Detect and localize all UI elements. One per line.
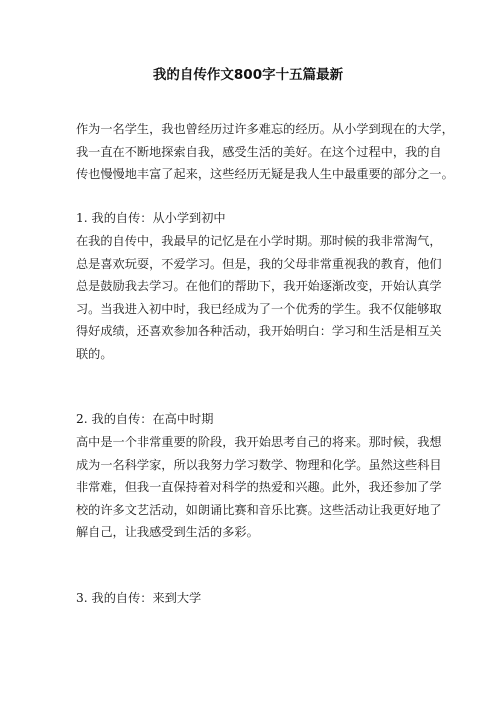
paragraph-line: 高中是一个非常重要的阶段，我开始思考自己的将来。那时候，我想: [76, 435, 442, 449]
paragraph-line: 得好成绩，还喜欢参加各种活动，我开始明白：学习和生活是相互关: [76, 324, 442, 338]
paragraph-line: 非常难，但我一直保持着对科学的热爱和兴趣。此外，我还参加了学: [76, 480, 442, 494]
section-heading-1: 1. 我的自传：从小学到初中: [76, 211, 226, 225]
intro-paragraph: [76, 118, 454, 186]
section-heading-3: 3. 我的自传：来到大学: [76, 591, 202, 605]
section-2-paragraph: [76, 431, 442, 544]
document-title: 我的自传作文800字十五篇最新: [152, 67, 344, 83]
paragraph-line: 校的许多文艺活动，如朗诵比赛和音乐比赛。这些活动让我更好地了: [76, 502, 442, 517]
paragraph-line: 成为一名科学家，所以我努力学习数学、物理和化学。虽然这些科目: [76, 457, 442, 472]
section-heading-2: 2. 我的自传：在高中时期: [76, 412, 214, 426]
paragraph-line: 总是喜欢玩耍，不爱学习。但是，我的父母非常重视我的教育，他们: [76, 256, 442, 271]
paragraph-line: 解自己，让我感受到生活的多彩。: [76, 525, 259, 539]
paragraph-line: 总是鼓励我去学习。在他们的帮助下，我开始逐渐改变，开始认真学: [76, 279, 442, 293]
paragraph-line: 作为一名学生，我也曾经历过许多难忘的经历。从小学到现在的大学，: [76, 122, 454, 136]
paragraph-line: 传也慢慢地丰富了起来，这些经历无疑是我人生中最重要的部分之一。: [76, 167, 454, 181]
paragraph-line: 习。当我进入初中时，我已经成为了一个优秀的学生。我不仅能够取: [76, 301, 442, 316]
paragraph-line: 联的。: [76, 346, 113, 361]
paragraph-line: 我一直在不断地探索自我，感受生活的美好。在这个过程中，我的自: [76, 144, 442, 159]
paragraph-line: 在我的自传中，我最早的记忆是在小学时期。那时候的我非常淘气，: [76, 234, 442, 248]
section-1-paragraph: [76, 230, 442, 365]
